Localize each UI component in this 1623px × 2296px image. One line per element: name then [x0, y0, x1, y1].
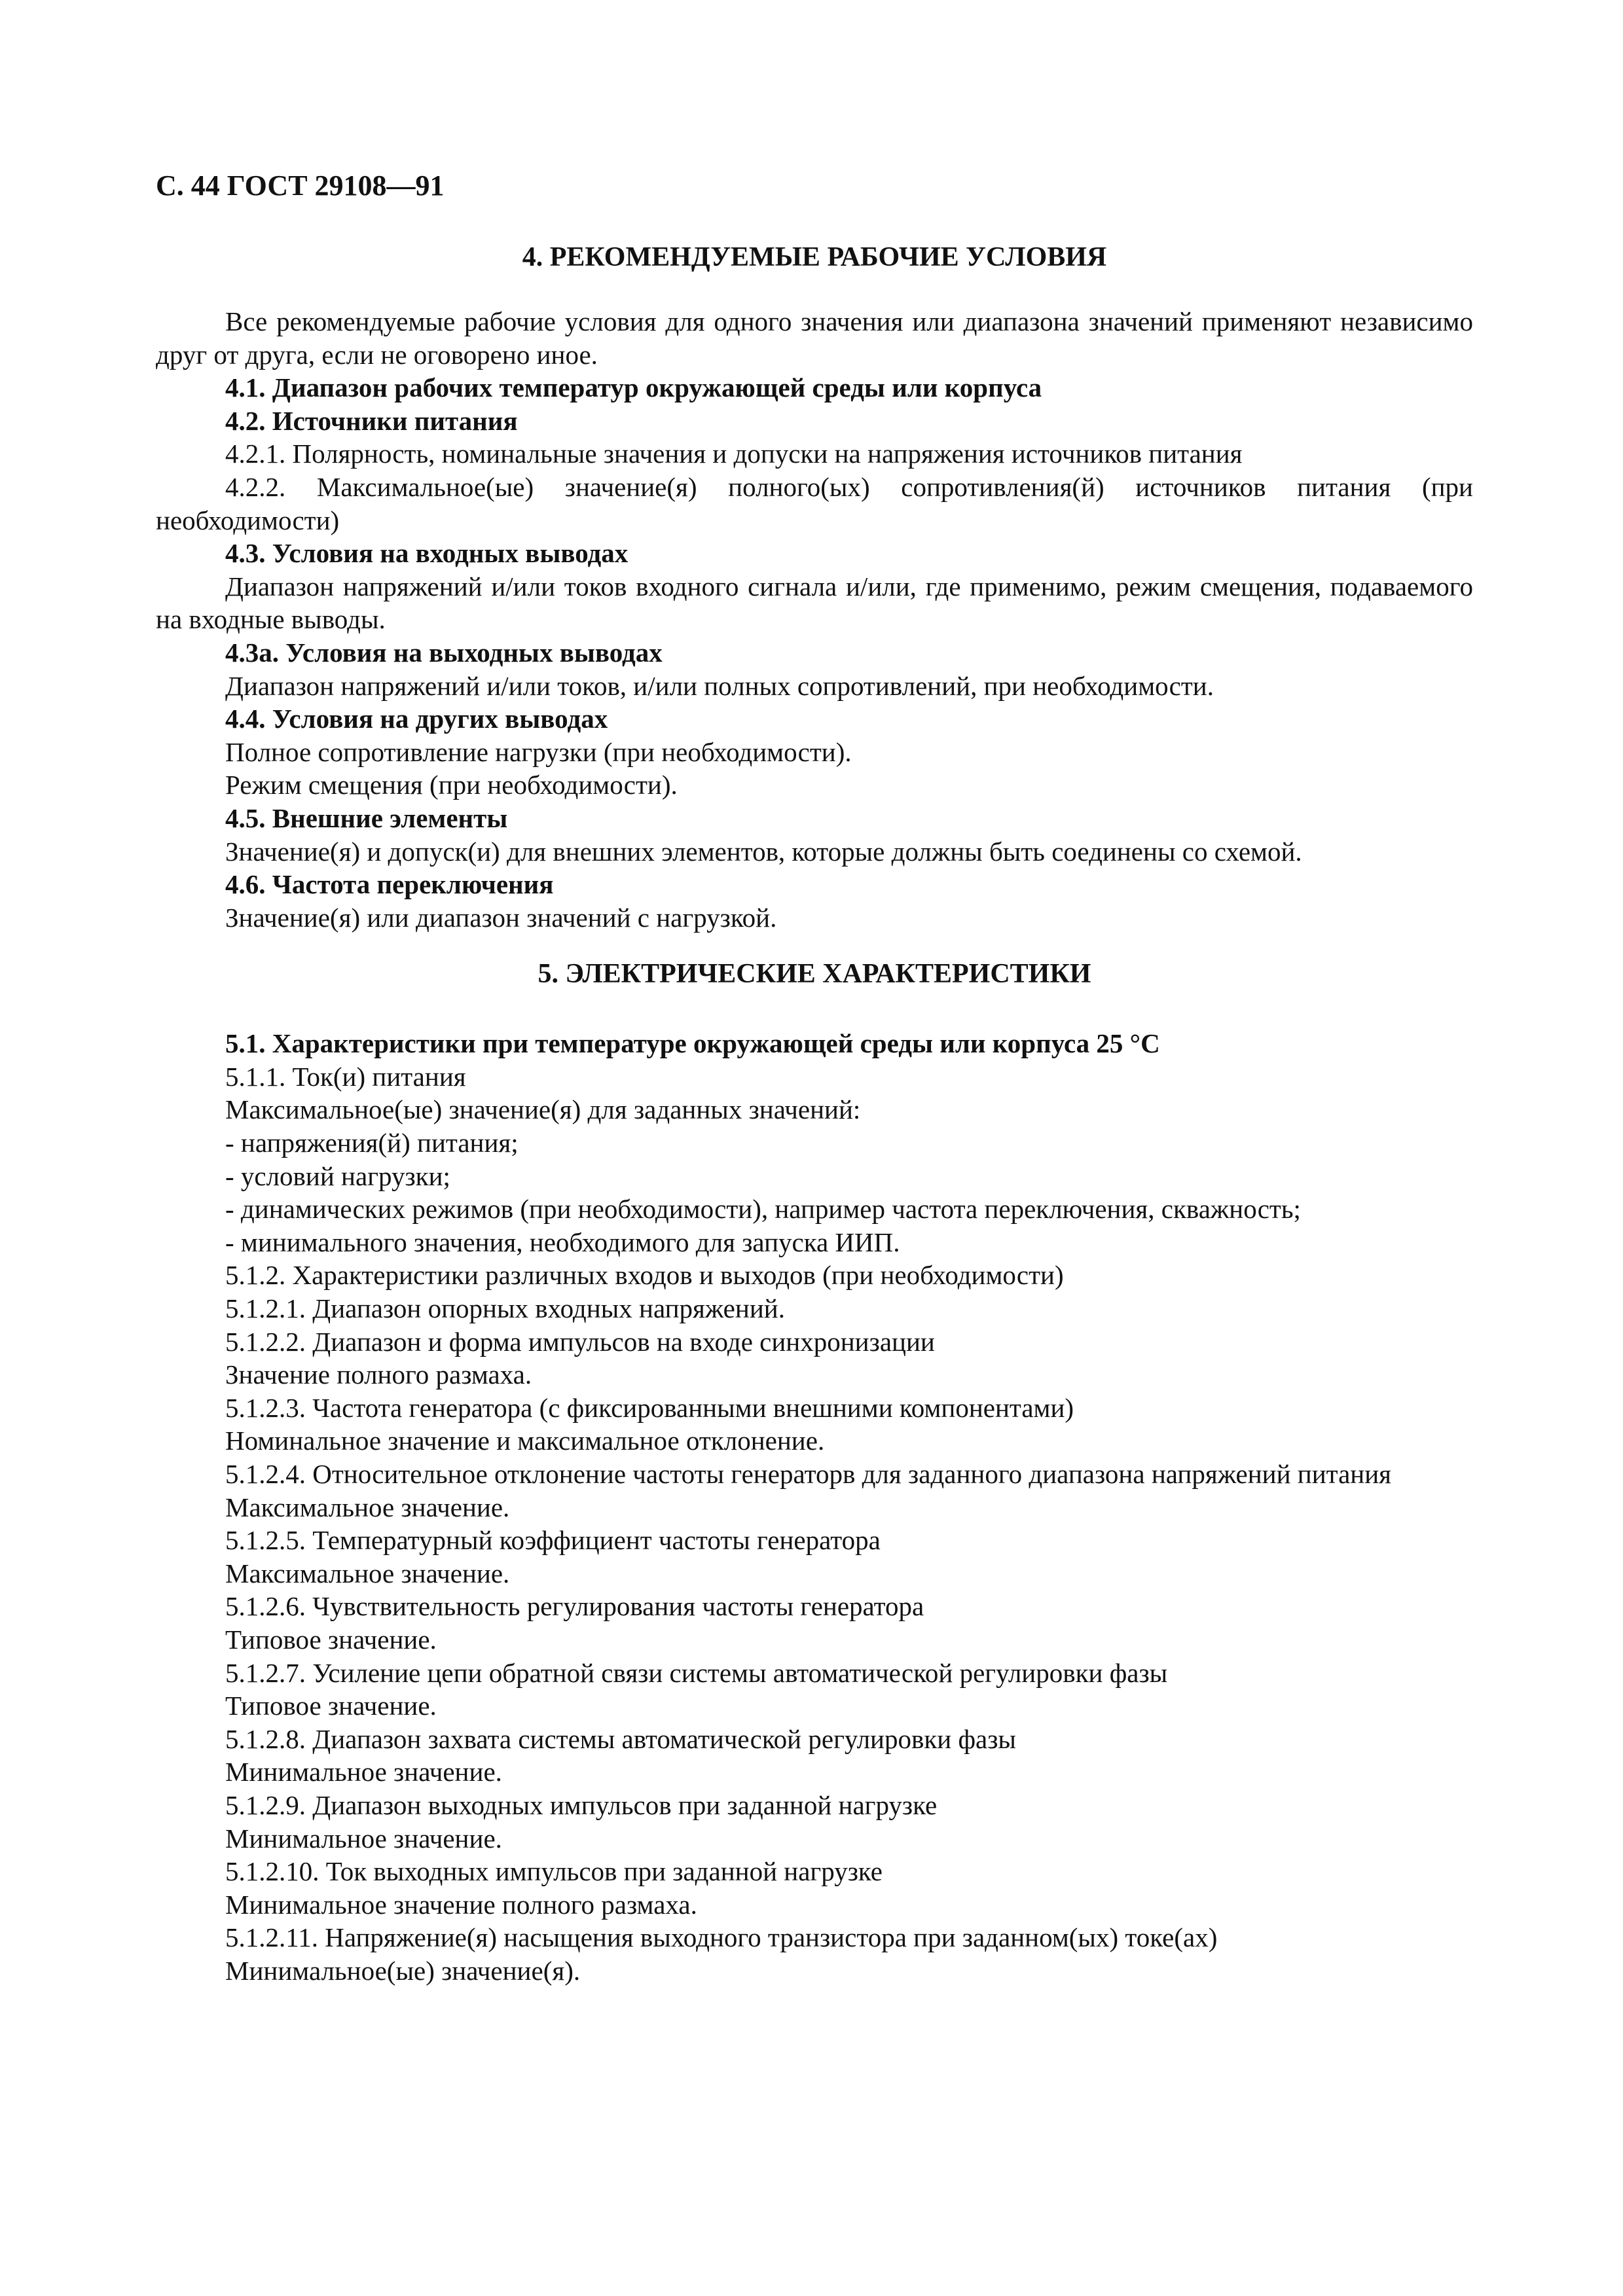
paragraph: 5.1.2.1. Диапазон опорных входных напряжений. [225, 1293, 785, 1324]
paragraph: 4.2.1. Полярность, номинальные значения и допуски на напряжения источников питания [225, 439, 1243, 469]
section-4-title: 4. РЕКОМЕНДУЕМЫЕ РАБОЧИЕ УСЛОВИЯ [522, 242, 1107, 272]
paragraph: 5.1.2.2. Диапазон и форма импульсов на входе синхронизации [225, 1326, 935, 1357]
paragraph: 5.1.2. Характеристики различных входов и выходов (при необходимости) [225, 1260, 1064, 1291]
paragraph: 5.1.1. Ток(и) питания [225, 1061, 466, 1092]
paragraph: Минимальное значение. [225, 1823, 502, 1854]
paragraph: 5.1.2.7. Усиление цепи обратной связи системы автоматической регулировки фазы [225, 1657, 1168, 1688]
paragraph: 5.1.2.8. Диапазон захвата системы автоматической регулировки фазы [225, 1723, 1016, 1754]
list-item: - динамических режимов (при необходимости), например частота переключения, скважность; [225, 1194, 1301, 1225]
paragraph: Минимальное(ые) значение(я). [225, 1955, 581, 1986]
list-item: - напряжения(й) питания; [225, 1128, 519, 1158]
paragraph: Максимальное(ые) значение(я) для заданных значений: [225, 1094, 861, 1125]
paragraph: 5.1.2.9. Диапазон выходных импульсов при заданной нагрузке [225, 1789, 938, 1820]
paragraph: Полное сопротивление нагрузки (при необходимости). [225, 736, 852, 767]
paragraph: 5.1.2.3. Частота генератора (с фиксированными внешними компонентами) [225, 1392, 1074, 1423]
paragraph: 5.1.2.10. Ток выходных импульсов при заданной нагрузке [225, 1856, 883, 1887]
clause-heading: 4.1. Диапазон рабочих температур окружающей среды или корпуса [225, 372, 1042, 403]
section-5-title: 5. ЭЛЕКТРИЧЕСКИЕ ХАРАКТЕРИСТИКИ [538, 959, 1091, 990]
paragraph: Режим смещения (при необходимости). [225, 770, 678, 800]
clause-heading: 4.2. Источники питания [225, 405, 518, 436]
clause-heading: 4.3. Условия на входных выводах [225, 538, 629, 569]
clause-heading: 4.6. Частота переключения [225, 869, 554, 900]
page-header: С. 44 ГОСТ 29108—91 [156, 170, 445, 202]
paragraph: 5.1.2.6. Чувствительность регулирования частоты генератора [225, 1591, 924, 1622]
paragraph: Диапазон напряжений и/или токов, и/или полных сопротивлений, при необходимости. [225, 670, 1214, 701]
paragraph: Все рекомендуемые рабочие условия для одного значения или диапазона значений применяют независимо друг от друга, если не оговорено иное. [156, 306, 1473, 370]
paragraph: Минимальное значение. [225, 1757, 502, 1787]
paragraph: Диапазон напряжений и/или токов входного сигнала и/или, где применимо, режим смещения, подаваемого на входные выводы. [156, 571, 1473, 635]
clause-heading: 4.4. Условия на других выводах [225, 704, 608, 734]
paragraph: 5.1.2.4. Относительное отклонение частоты генераторв для заданного диапазона напряжений питания [225, 1459, 1392, 1489]
paragraph: Максимальное значение. [225, 1492, 510, 1522]
paragraph: Типовое значение. [225, 1624, 437, 1655]
paragraph: 4.2.2. Максимальное(ые) значение(я) полного(ых) сопротивления(й) источников питания (при необходимости) [156, 471, 1473, 535]
paragraph: Минимальное значение полного размаха. [225, 1889, 697, 1920]
paragraph: Значение(я) и допуск(и) для внешних элементов, которые должны быть соединены со схемой. [225, 836, 1302, 867]
paragraph: 5.1.2.5. Температурный коэффициент частоты генератора [225, 1525, 881, 1556]
clause-heading: 5.1. Характеристики при температуре окружающей среды или корпуса 25 °С [225, 1028, 1160, 1059]
document-body [156, 241, 1473, 1988]
paragraph: Значение(я) или диапазон значений с нагрузкой. [225, 902, 777, 933]
paragraph: 5.1.2.11. Напряжение(я) насыщения выходного транзистора при заданном(ых) токе(ах) [225, 1922, 1218, 1953]
paragraph: Значение полного размаха. [225, 1359, 532, 1390]
list-item: - минимального значения, необходимого для запуска ИИП. [225, 1227, 900, 1257]
paragraph: Номинальное значение и максимальное отклонение. [225, 1426, 825, 1456]
clause-heading: 4.5. Внешние элементы [225, 802, 508, 833]
list-item: - условий нагрузки; [225, 1160, 450, 1191]
clause-heading: 4.3а. Условия на выходных выводах [225, 637, 663, 668]
paragraph: Максимальное значение. [225, 1558, 510, 1588]
paragraph: Типовое значение. [225, 1691, 437, 1721]
